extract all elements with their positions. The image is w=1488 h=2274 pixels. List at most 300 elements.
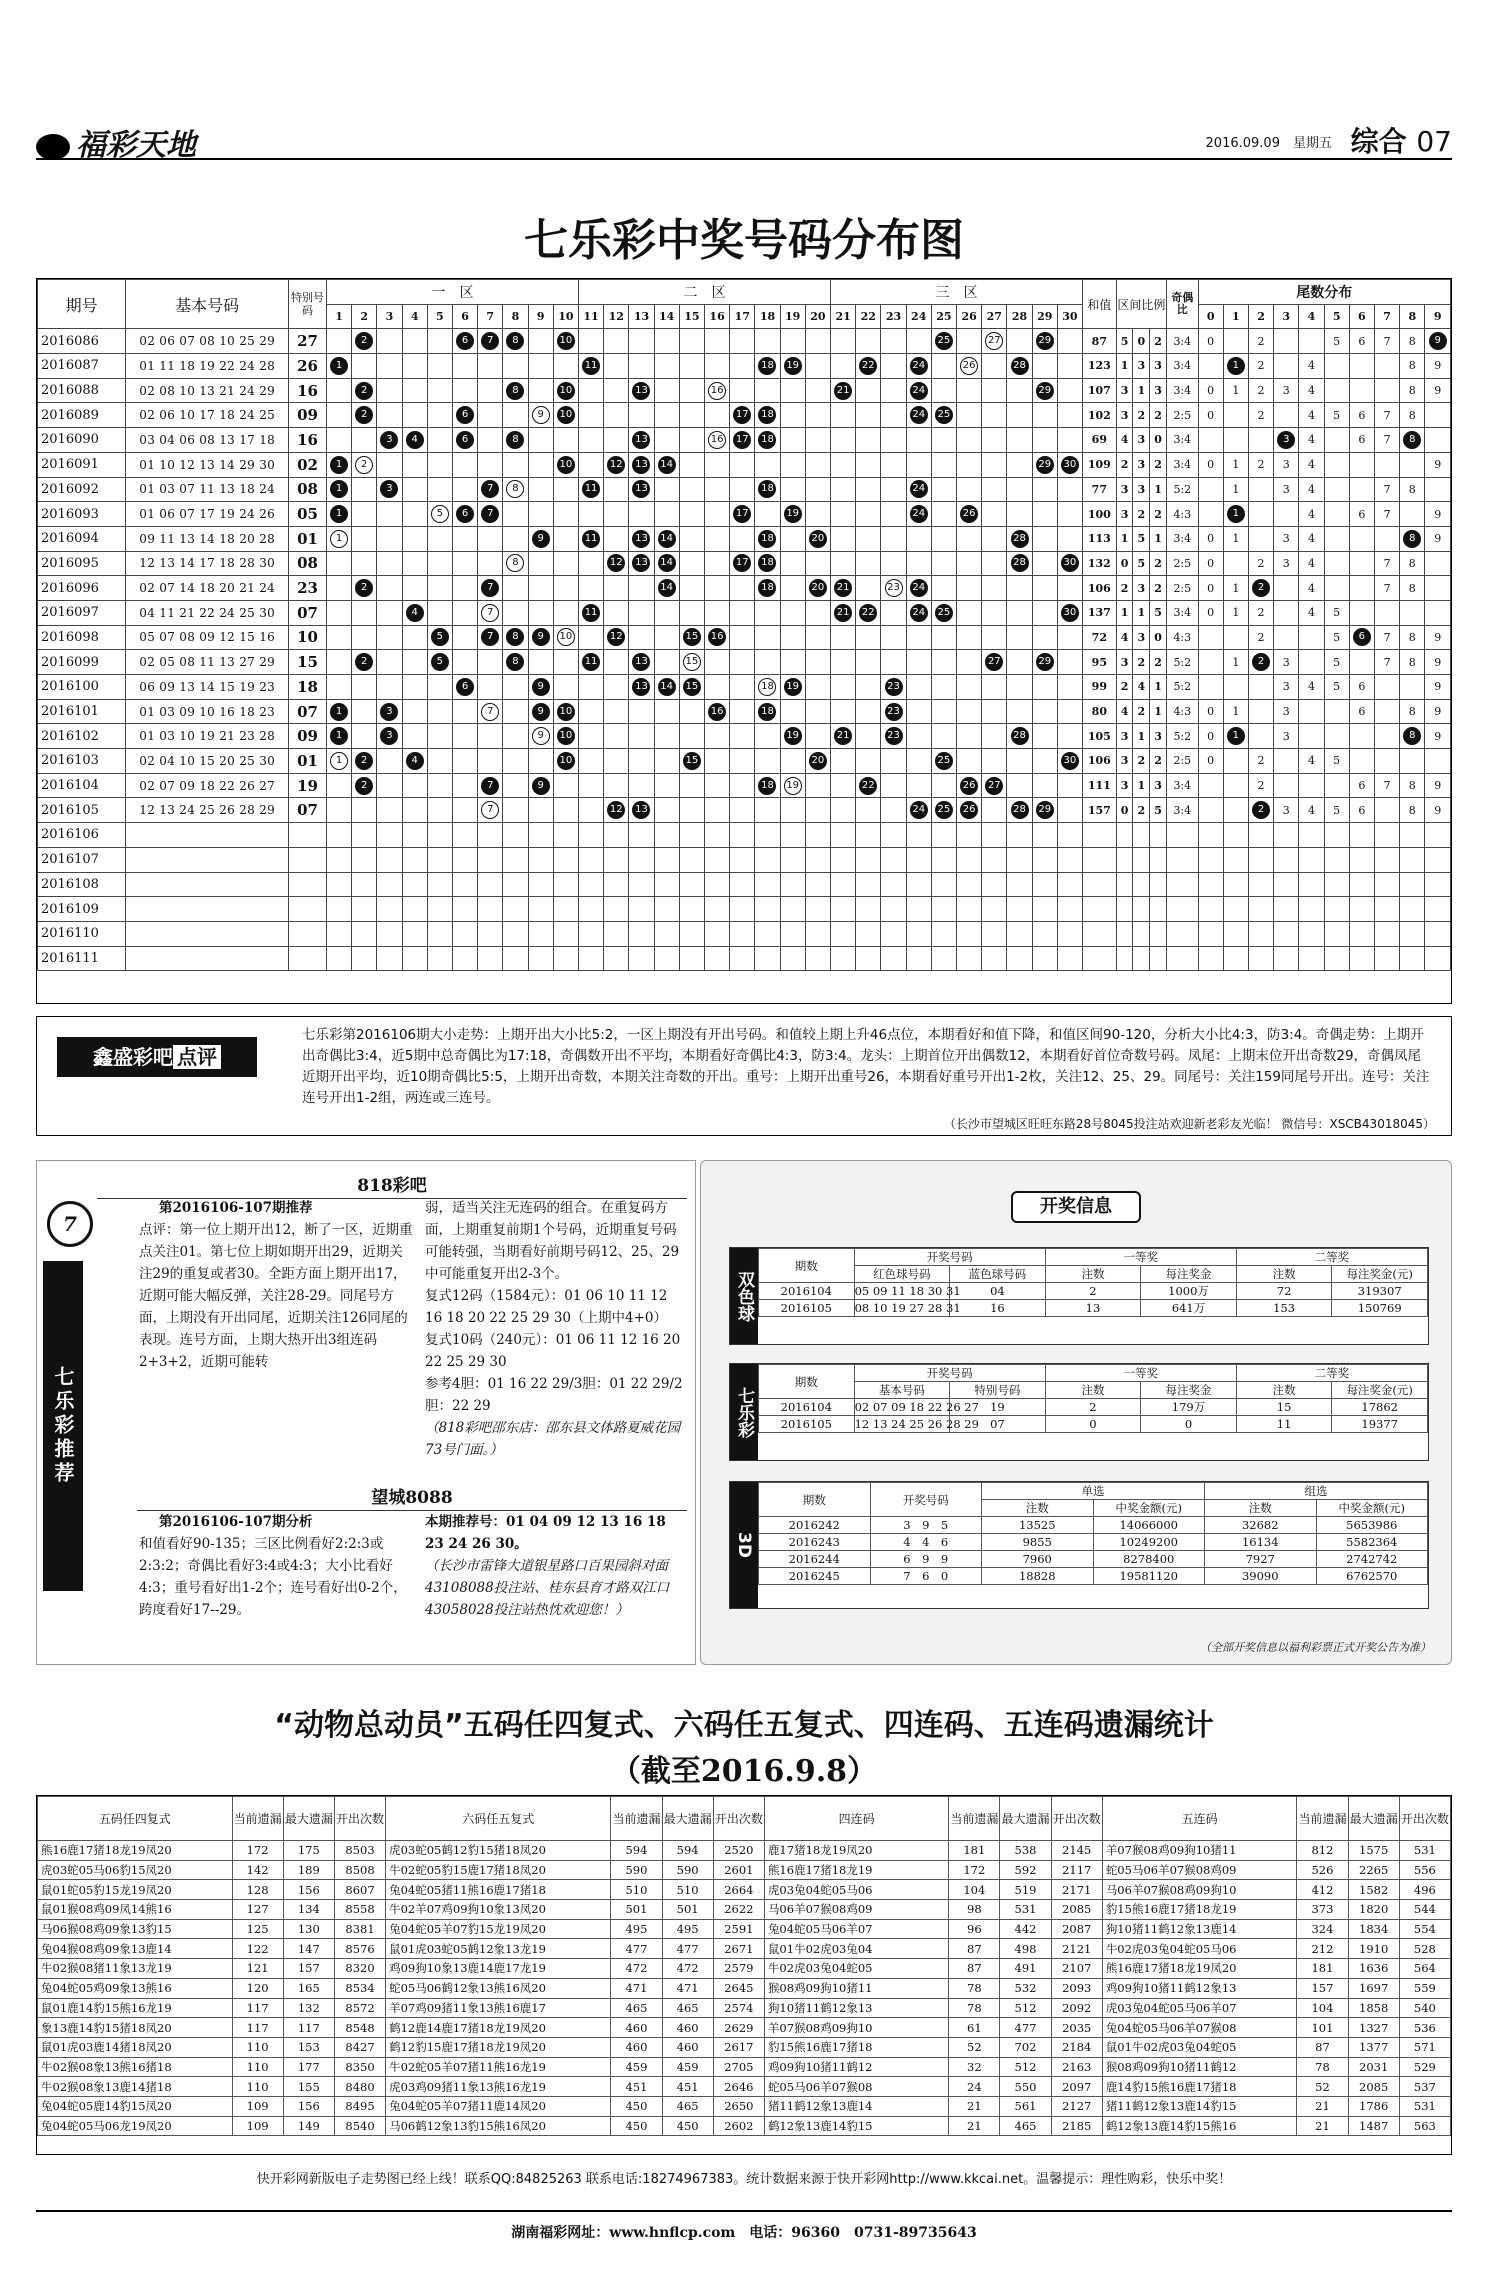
tail-cell [1425, 823, 1451, 848]
num-cell [931, 773, 956, 798]
num-cell [553, 897, 578, 922]
range-ratio: 3 [1133, 477, 1150, 502]
num-cell [377, 378, 402, 403]
d3-col-period: 期数 [759, 1483, 871, 1517]
num-cell [1032, 798, 1057, 823]
missing-value: 592 [1000, 1860, 1051, 1880]
oddeven-ratio: 3:4 [1167, 452, 1199, 477]
num-cell [326, 403, 351, 428]
missing-col-head: 最大遗漏 [1000, 1797, 1051, 1841]
num-cell [326, 378, 351, 403]
num-cell [604, 675, 629, 700]
missing-value: 477 [611, 1939, 662, 1959]
basic-numbers [126, 897, 289, 922]
drawn-ball: 16 [708, 628, 726, 646]
num-cell [831, 551, 856, 576]
num-cell [402, 502, 427, 527]
drawn-ball: 18 [758, 480, 776, 498]
num-cell [629, 378, 654, 403]
basic-numbers [126, 946, 289, 971]
num-cell [679, 576, 704, 601]
num-cell [377, 773, 402, 798]
combo-cell: 鼠01鹿14豹15熊16龙19 [38, 1998, 233, 2018]
num-cell [326, 329, 351, 354]
missing-value: 21 [1297, 2116, 1348, 2136]
num-cell [982, 551, 1007, 576]
num-cell [604, 576, 629, 601]
d3-table [758, 1482, 1428, 1585]
missing-value: 590 [611, 1860, 662, 1880]
recommend-panel [36, 1160, 696, 1665]
basic-numbers: 01 03 07 11 13 18 24 [126, 477, 289, 502]
d3-cell: 2742742 [1316, 1551, 1428, 1568]
tail-cell [1349, 946, 1374, 971]
num-cell [730, 576, 755, 601]
tail-cell [1299, 946, 1324, 971]
num-cell [503, 724, 528, 749]
missing-row [38, 2037, 1451, 2057]
zone-1: 一 区 [326, 280, 578, 305]
range-ratio: 5 [1116, 329, 1133, 354]
rec-818-dan: 参考4胆：01 16 22 29/3胆：01 22 29/2胆：22 29 [425, 1376, 683, 1414]
num-cell [478, 576, 503, 601]
num-cell [780, 798, 805, 823]
num-cell [377, 403, 402, 428]
num-cell [503, 502, 528, 527]
num-cell [503, 354, 528, 379]
drawn-ball: 4 [406, 752, 424, 770]
num-cell [881, 724, 906, 749]
missing-value: 512 [1000, 2057, 1051, 2077]
missing-value: 110 [232, 2077, 283, 2097]
missing-value: 702 [1000, 2037, 1051, 2057]
special-number: 01 [289, 526, 327, 551]
num-cell [326, 650, 351, 675]
tail-cell [1274, 625, 1299, 650]
num-cell [906, 477, 931, 502]
tail-cell [1198, 477, 1223, 502]
num-cell [1057, 650, 1082, 675]
tail-cell [1223, 749, 1248, 774]
num-cell [704, 452, 729, 477]
combo-cell: 鼠01牛02虎03兔04 [764, 1939, 948, 1959]
num-cell [503, 403, 528, 428]
dist-row [38, 526, 1451, 551]
tail-header: 5 [1324, 304, 1349, 329]
num-cell [931, 872, 956, 897]
num-header: 17 [730, 304, 755, 329]
num-cell [402, 823, 427, 848]
missing-value: 537 [1399, 2077, 1450, 2097]
special-ball: 8 [506, 554, 524, 572]
sum-value [1083, 946, 1117, 971]
num-cell [957, 477, 982, 502]
num-cell [957, 921, 982, 946]
basic-numbers [126, 823, 289, 848]
tail-cell: 4 [1299, 551, 1324, 576]
tail-header: 3 [1274, 304, 1299, 329]
special-ball: 7 [481, 604, 499, 622]
qlc-cell: 0 [1045, 1416, 1141, 1433]
oddeven-ratio: 3:4 [1167, 526, 1199, 551]
tail-cell [1223, 798, 1248, 823]
num-cell [931, 403, 956, 428]
drawn-ball: 22 [859, 777, 877, 795]
num-header: 22 [856, 304, 881, 329]
special-ball: 9 [532, 406, 550, 424]
missing-value: 471 [611, 1978, 662, 1998]
num-cell [377, 699, 402, 724]
missing-value: 120 [232, 1978, 283, 1998]
num-cell [1057, 576, 1082, 601]
num-cell [326, 798, 351, 823]
drawn-ball: 24 [910, 406, 928, 424]
d3-cell: 9855 [982, 1534, 1094, 1551]
missing-value: 1910 [1348, 1939, 1399, 1959]
missing-row [38, 1959, 1451, 1979]
num-cell [503, 897, 528, 922]
missing-value: 8480 [334, 2077, 385, 2097]
num-cell [402, 921, 427, 946]
dist-row [38, 650, 1451, 675]
range-ratio: 3 [1116, 378, 1133, 403]
num-cell [629, 946, 654, 971]
num-cell [982, 823, 1007, 848]
num-cell [503, 847, 528, 872]
missing-value: 531 [1000, 1900, 1051, 1920]
num-cell [831, 749, 856, 774]
d3-row [759, 1551, 1428, 1568]
basic-numbers: 01 06 07 17 19 24 26 [126, 502, 289, 527]
num-cell [528, 576, 553, 601]
drawn-ball: 9 [532, 777, 550, 795]
oddeven-ratio: 4:3 [1167, 502, 1199, 527]
num-cell [1007, 428, 1032, 453]
num-cell [881, 576, 906, 601]
dist-row [38, 921, 1451, 946]
bar-818: 818彩吧 [97, 1171, 687, 1199]
missing-value: 8495 [334, 2096, 385, 2116]
tail-cell: 9 [1425, 378, 1451, 403]
drawn-ball: 8 [506, 382, 524, 400]
num-cell [1057, 921, 1082, 946]
missing-value: 128 [232, 1880, 283, 1900]
num-cell [452, 551, 477, 576]
num-cell [704, 329, 729, 354]
num-cell [730, 354, 755, 379]
tail-cell [1324, 428, 1349, 453]
num-cell [730, 724, 755, 749]
missing-value: 2664 [713, 1880, 764, 1900]
ssq-col-second: 二等奖 [1236, 1249, 1427, 1266]
num-cell [553, 551, 578, 576]
tail-cell [1223, 946, 1248, 971]
num-cell [730, 847, 755, 872]
num-cell [982, 724, 1007, 749]
tail-cell [1248, 428, 1273, 453]
range-ratio: 1 [1116, 354, 1133, 379]
d3-cell: 19581120 [1093, 1568, 1205, 1585]
sum-value [1083, 847, 1117, 872]
num-cell [1032, 749, 1057, 774]
num-cell [604, 872, 629, 897]
rec-818-text-a: 点评：第一位上期开出12，断了一区，近期重点关注01。第七位上期如期开出29，近期关注29的重复或者30。全距方面上期开出17，近期可能大幅反弹，关注28-29。同尾号方面，上期没有开出同尾，近期关注126同尾的表现。连号方面，上期大热开出3组连码2+3+2，近期可能转 [139, 1222, 413, 1370]
draw-info-title: 开奖信息 [1011, 1191, 1141, 1223]
d3-cell: 7 6 0 [870, 1568, 982, 1585]
num-cell [805, 428, 830, 453]
tail-cell [1198, 625, 1223, 650]
basic-numbers: 02 06 07 08 10 25 29 [126, 329, 289, 354]
num-cell [553, 650, 578, 675]
num-cell [881, 329, 906, 354]
missing-col-head: 最大遗漏 [662, 1797, 713, 1841]
num-cell [931, 675, 956, 700]
num-cell [957, 946, 982, 971]
num-cell [377, 502, 402, 527]
oddeven-ratio: 3:4 [1167, 600, 1199, 625]
basic-numbers: 01 11 18 19 22 24 28 [126, 354, 289, 379]
tail-cell: 0 [1198, 329, 1223, 354]
tail-cell: 6 [1349, 502, 1374, 527]
num-cell [679, 798, 704, 823]
num-cell [704, 526, 729, 551]
basic-numbers: 02 07 14 18 20 21 24 [126, 576, 289, 601]
basic-numbers: 02 05 08 11 13 27 29 [126, 650, 289, 675]
period-cell: 2016087 [38, 354, 126, 379]
range-ratio [1133, 872, 1150, 897]
col-range: 区间比例 [1116, 280, 1166, 329]
period-cell: 2016086 [38, 329, 126, 354]
num-cell [503, 452, 528, 477]
num-cell [881, 502, 906, 527]
period-cell: 2016095 [38, 551, 126, 576]
num-cell [856, 749, 881, 774]
num-cell [931, 625, 956, 650]
drawn-ball: 4 [406, 431, 424, 449]
combo-cell: 鹿14豹15熊16鹿17猪18 [1102, 2077, 1297, 2097]
drawn-ball: 1 [330, 727, 348, 745]
tail-cell [1400, 872, 1425, 897]
tail-cell [1198, 823, 1223, 848]
num-cell [402, 329, 427, 354]
num-cell [957, 576, 982, 601]
num-cell [704, 724, 729, 749]
tail-cell [1374, 946, 1399, 971]
num-cell [957, 600, 982, 625]
missing-value: 460 [662, 2018, 713, 2038]
rec-8088-head: 第2016106-107期分析 [159, 1514, 313, 1530]
num-header: 27 [982, 304, 1007, 329]
tail-cell [1274, 600, 1299, 625]
num-cell [906, 897, 931, 922]
footer-divider [36, 2210, 1452, 2212]
tail-cell [1223, 403, 1248, 428]
num-cell [1057, 625, 1082, 650]
num-cell [352, 650, 377, 675]
num-cell [805, 625, 830, 650]
special-number [289, 872, 327, 897]
special-number [289, 946, 327, 971]
oddeven-ratio: 3:4 [1167, 773, 1199, 798]
combo-cell: 鸡09狗10象13鹿14鹿17龙19 [386, 1959, 611, 1979]
num-cell [553, 403, 578, 428]
sum-value: 77 [1083, 477, 1117, 502]
tail-cell [1400, 428, 1425, 453]
group-name: 五码任四复式 [38, 1797, 233, 1841]
missing-value: 472 [611, 1959, 662, 1979]
num-cell [755, 773, 780, 798]
num-cell [704, 650, 729, 675]
num-cell [377, 675, 402, 700]
num-cell [427, 798, 452, 823]
num-cell [982, 428, 1007, 453]
drawn-ball: 10 [557, 382, 575, 400]
num-cell [352, 576, 377, 601]
dist-row [38, 946, 1451, 971]
combo-cell: 兔04蛇05羊07豹15龙19凤20 [386, 1919, 611, 1939]
num-cell [427, 428, 452, 453]
num-cell [755, 650, 780, 675]
num-cell [780, 428, 805, 453]
num-cell [856, 872, 881, 897]
num-cell [1007, 452, 1032, 477]
ssq-cell: 1000万 [1141, 1283, 1237, 1300]
num-cell [1057, 798, 1082, 823]
tail-cell [1324, 378, 1349, 403]
tail-cell: 8 [1400, 403, 1425, 428]
special-ball: 5 [431, 505, 449, 523]
num-cell [881, 699, 906, 724]
tail-cell: 4 [1299, 452, 1324, 477]
num-cell [906, 452, 931, 477]
num-cell [679, 452, 704, 477]
num-cell [931, 650, 956, 675]
period-cell: 2016104 [38, 773, 126, 798]
tail-cell [1198, 946, 1223, 971]
num-cell [1007, 897, 1032, 922]
special-ball: 9 [532, 727, 550, 745]
missing-value: 8548 [334, 2018, 385, 2038]
num-header: 12 [604, 304, 629, 329]
drawn-ball: 13 [632, 456, 650, 474]
ssq-cell: 319307 [1332, 1283, 1428, 1300]
missing-value: 1377 [1348, 2037, 1399, 2057]
dist-row [38, 428, 1451, 453]
num-cell [427, 946, 452, 971]
range-ratio: 3 [1116, 724, 1133, 749]
oddeven-ratio: 2:5 [1167, 576, 1199, 601]
num-cell [326, 773, 351, 798]
num-cell [528, 551, 553, 576]
num-cell [906, 773, 931, 798]
qlc-cell: 2016105 [759, 1416, 855, 1433]
missing-value: 130 [283, 1919, 334, 1939]
num-cell [881, 378, 906, 403]
num-cell [654, 872, 679, 897]
range-ratio: 1 [1116, 600, 1133, 625]
tail-cell: 4 [1299, 749, 1324, 774]
tail-cell [1248, 526, 1273, 551]
missing-value: 181 [949, 1841, 1000, 1861]
tail-cell [1248, 699, 1273, 724]
tail-cell [1374, 823, 1399, 848]
num-cell [831, 625, 856, 650]
num-cell [326, 502, 351, 527]
drawn-ball: 25 [935, 604, 953, 622]
num-cell [402, 428, 427, 453]
num-cell [1057, 354, 1082, 379]
period-cell: 2016108 [38, 872, 126, 897]
tail-ball: 8 [1403, 530, 1421, 548]
missing-value: 21 [949, 2096, 1000, 2116]
missing-row [38, 2096, 1451, 2116]
num-cell [1032, 921, 1057, 946]
num-cell [679, 378, 704, 403]
dist-row [38, 675, 1451, 700]
num-cell [578, 502, 603, 527]
num-cell [906, 329, 931, 354]
missing-value: 8381 [334, 1919, 385, 1939]
drawn-ball: 16 [708, 703, 726, 721]
missing-value: 2107 [1051, 1959, 1102, 1979]
tail-cell [1324, 872, 1349, 897]
combo-cell: 鼠01牛02虎03兔04蛇05 [1102, 2037, 1297, 2057]
range-ratio [1150, 897, 1167, 922]
drawn-ball: 24 [910, 505, 928, 523]
drawn-ball: 28 [1011, 357, 1029, 375]
qlc-label: 七乐彩 [730, 1364, 758, 1460]
dist-row [38, 477, 1451, 502]
num-cell [906, 428, 931, 453]
combo-cell: 牛02虎03兔04蛇05 [764, 1959, 948, 1979]
num-cell [553, 354, 578, 379]
num-cell [780, 378, 805, 403]
missing-value: 1575 [1348, 1841, 1399, 1861]
drawn-ball: 10 [557, 752, 575, 770]
drawn-ball: 1 [330, 480, 348, 498]
oddeven-ratio [1167, 872, 1199, 897]
num-cell [427, 823, 452, 848]
missing-value: 451 [611, 2077, 662, 2097]
tail-cell [1324, 897, 1349, 922]
num-cell [427, 749, 452, 774]
range-ratio: 3 [1116, 749, 1133, 774]
oddeven-ratio [1167, 823, 1199, 848]
special-number: 16 [289, 378, 327, 403]
missing-col-head: 开出次数 [1399, 1797, 1450, 1841]
ssq-grid [758, 1248, 1428, 1317]
num-cell [352, 847, 377, 872]
missing-col-head: 最大遗漏 [1348, 1797, 1399, 1841]
tail-cell: 3 [1274, 477, 1299, 502]
tail-ball: 9 [1429, 332, 1447, 350]
oddeven-ratio: 3:4 [1167, 354, 1199, 379]
num-cell [982, 502, 1007, 527]
range-ratio: 2 [1150, 576, 1167, 601]
num-cell [578, 329, 603, 354]
qlc-subhead: 每注奖金(元) [1332, 1382, 1428, 1399]
num-cell [1032, 428, 1057, 453]
num-cell [704, 699, 729, 724]
footer-note: 快开彩网新版电子走势图已经上线！联系QQ:84825263 联系电话:18274967383。统计数据来源于快开彩网http://www.kkcai.net。温馨提示：理性购彩，快乐中奖！ [256, 2172, 1232, 2187]
missing-value: 61 [949, 2018, 1000, 2038]
d3-cell: 2016244 [759, 1551, 871, 1568]
qlc-col-numbers: 开奖号码 [854, 1365, 1045, 1382]
num-cell [982, 403, 1007, 428]
missing-value: 450 [662, 2116, 713, 2136]
missing-value: 157 [1297, 1978, 1348, 1998]
num-cell [1032, 354, 1057, 379]
